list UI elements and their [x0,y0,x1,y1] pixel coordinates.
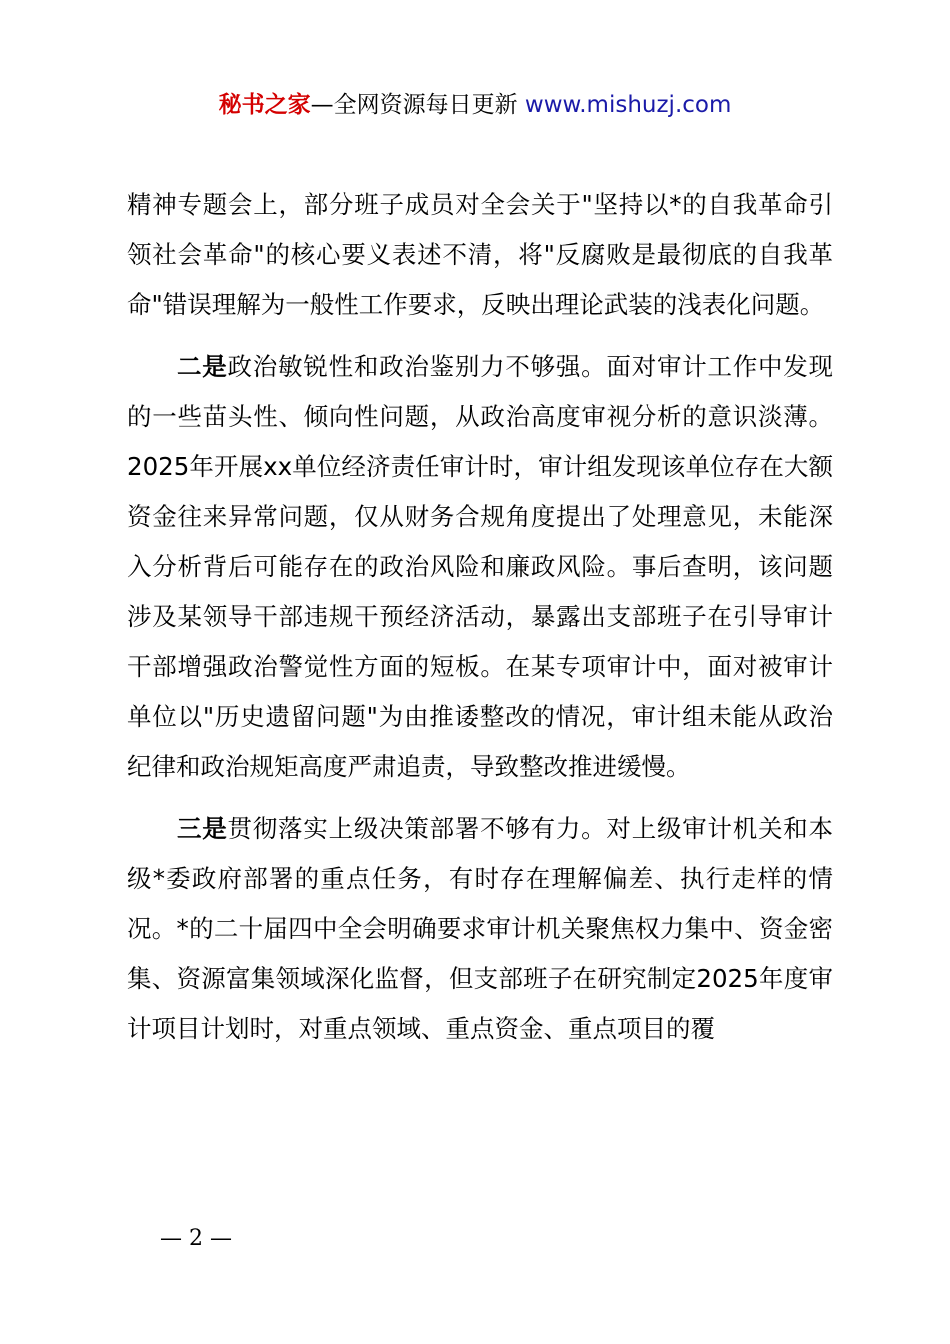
paragraph-lead: 二是 [177,352,228,381]
paragraph-text: 政治敏锐性和政治鉴别力不够强。面对审计工作中发现的一些苗头性、倾向性问题，从政治高度审视分析的意识淡薄。2025年开展xx单位经济责任审计时，审计组发现该单位存在大额资金往来异常问题，仅从财务合规角度提出了处理意见，未能深入分析背后可能存在的政治风险和廉政风险。事后查明，该问题涉及某领导干部违规干预经济活动，暴露出支部班子在引导审计干部增强政治警觉性方面的短板。在某专项审计中，面对被审计单位以"历史遗留问题"为由推诿整改的情况，审计组未能从政治纪律和政治规矩高度严肃追责，导致整改推进缓慢。 [127,352,834,781]
paragraph-text: 精神专题会上，部分班子成员对全会关于"坚持以*的自我革命引领社会革命"的核心要义表述不清，将"反腐败是最彻底的自我革命"错误理解为一般性工作要求，反映出理论武装的浅表化问题。 [127,190,833,319]
document-body [127,180,833,1054]
paragraph-point-two [127,342,833,792]
site-header [0,88,950,122]
paragraph-continued [127,180,833,330]
page-number: — 2 — [160,1226,232,1251]
header-tagline: —全网资源每日更新 [310,92,525,118]
site-url-link[interactable]: www.mishuzj.com [524,92,732,118]
paragraph-text: 贯彻落实上级决策部署不够有力。对上级审计机关和本级*委政府部署的重点任务，有时存在理解偏差、执行走样的情况。*的二十届四中全会明确要求审计机关聚焦权力集中、资金密集、资源富集领域深化监督，但支部班子在研究制定2025年度审计项目计划时，对重点领域、重点资金、重点项目的覆 [127,814,834,1043]
paragraph-point-three [127,804,833,1054]
brand-name: 秘书之家 [218,92,311,118]
paragraph-lead: 三是 [177,814,228,843]
